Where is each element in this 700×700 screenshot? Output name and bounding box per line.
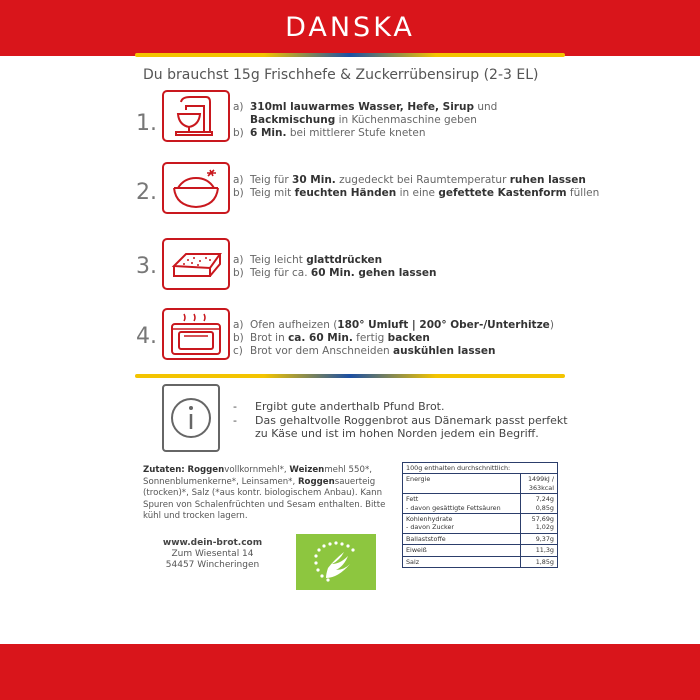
ingredients-text: Zutaten: Roggenvollkornmehl*, Weizenmehl 550*, Sonnenblumenkerne*, Leinsamen*, Roggensauerteig (trocken)*, Salz (*aus kontr. biologischem Anbau). Kann Spuren von Schalenfrüchten und Sesam enthalten. Bitte kühl und trocken lagern. xyxy=(143,465,386,522)
website-link[interactable]: www.dein-brot.com xyxy=(162,538,263,548)
table-row xyxy=(403,463,558,474)
step-1-number: 1. xyxy=(136,111,157,136)
step-2-line-a: a) Teig für 30 Min. zugedeckt bei Raumtemperatur ruhen lassen xyxy=(233,174,586,186)
table-row: Kohlenhydrate - davon Zucker 57,69g 1,02g xyxy=(403,514,558,534)
step-1-text xyxy=(233,101,497,140)
table-row: Ballaststoffe 9,37g xyxy=(403,533,558,544)
step-2-text xyxy=(233,174,599,200)
step-4-line-c: c) Brot vor dem Anschneiden auskühlen lassen xyxy=(233,345,496,357)
address-city: 54457 Wincheringen xyxy=(165,560,260,570)
step-4-text xyxy=(233,319,554,358)
step-3-icon-box xyxy=(162,238,230,290)
bowl-icon xyxy=(164,164,228,212)
table-row: Energie 1499kJ / 363kcal xyxy=(403,474,558,494)
top-stripe-divider xyxy=(135,53,565,57)
table-row: Salz 1,85g xyxy=(403,556,558,567)
step-3-line-b: b) Teig für ca. 60 Min. gehen lassen xyxy=(233,267,437,279)
oven-icon xyxy=(164,310,228,358)
middle-stripe-divider xyxy=(135,374,565,378)
table-row: Fett - davon gesättigte Fettsäuren 7,24g 0,85g xyxy=(403,494,558,514)
header-bar xyxy=(0,0,700,56)
step-3-line-a: a) Teig leicht glattdrücken xyxy=(233,254,383,266)
step-1-line-b: b) 6 Min. bei mittlerer Stufe kneten xyxy=(233,127,426,139)
headline: Du brauchst 15g Frischhefe & Zuckerrübensirup (2-3 EL) xyxy=(143,67,539,83)
address-block xyxy=(155,538,270,571)
step-2-icon-box xyxy=(162,162,230,214)
mixer-icon xyxy=(164,92,228,140)
eu-organic-logo xyxy=(296,534,376,590)
step-1-icon-box xyxy=(162,90,230,142)
nutrition-table xyxy=(402,462,558,568)
step-4-icon-box xyxy=(162,308,230,360)
footer-bar xyxy=(0,644,700,700)
page-title: DANSKA xyxy=(285,12,415,43)
info-icon xyxy=(164,386,218,450)
table-row: Eiweiß 11,3g xyxy=(403,545,558,556)
address-street: Zum Wiesental 14 xyxy=(171,549,254,559)
info-line-2: - Das gehaltvolle Roggenbrot aus Dänemark passt perfekt xyxy=(233,413,568,427)
eu-organic-leaf-icon xyxy=(296,534,376,590)
info-text xyxy=(233,400,568,441)
info-line-3: zu Käse und ist im hohen Norden jedem ein Begriff. xyxy=(255,427,539,440)
step-2-line-b: b) Teig mit feuchten Händen in eine gefettete Kastenform füllen xyxy=(233,187,600,199)
step-2-number: 2. xyxy=(136,180,157,205)
step-3-text xyxy=(233,254,437,280)
info-line-1: - Ergibt gute anderthalb Pfund Brot. xyxy=(233,400,445,413)
nutrition-header: 100g enthalten durchschnittlich: xyxy=(403,463,558,474)
step-1-line-a: a) 310ml lauwarmes Wasser, Hefe, Sirup und xyxy=(233,101,498,113)
step-4-line-b: b) Brot in ca. 60 Min. fertig backen xyxy=(233,332,430,344)
bread-loaf-icon xyxy=(164,240,228,288)
step-3-number: 3. xyxy=(136,254,157,279)
info-icon-box xyxy=(162,384,220,452)
step-4-line-a: a) Ofen aufheizen (180° Umluft | 200° Ober-/Unterhitze) xyxy=(233,319,554,331)
step-4-number: 4. xyxy=(136,324,157,349)
step-1-line-a-cont: Backmischung in Küchenmaschine geben xyxy=(250,114,477,126)
